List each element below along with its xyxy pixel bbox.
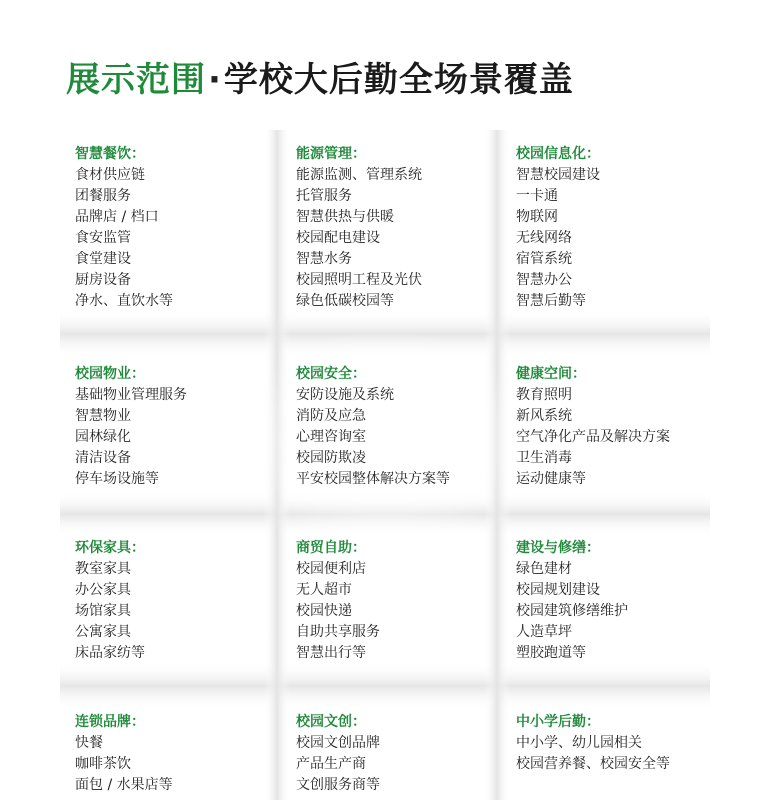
list-item: 校园建筑修缮维护	[516, 603, 628, 619]
section-campus-safety	[296, 363, 496, 490]
title-part-2: 学校大后勤全场景覆盖	[223, 60, 574, 100]
list-item: 办公家具	[75, 582, 131, 598]
title-dot: ·	[208, 60, 222, 100]
list-item: 公寓家具	[75, 624, 131, 640]
list-item: 食材供应链	[75, 167, 145, 183]
section-campus-property	[75, 363, 275, 490]
list-item: 食安监管	[75, 230, 131, 246]
list-item: 塑胶跑道等	[516, 645, 586, 661]
list-item: 文创服务商等	[296, 777, 380, 793]
list-item: 智慧出行等	[296, 645, 366, 661]
section-k12-logistics	[516, 711, 716, 775]
section-campus-it	[516, 143, 716, 312]
title-part-1: 展示范围	[66, 60, 206, 100]
section-heading: 校园文创：	[296, 714, 366, 730]
page-title	[66, 58, 574, 102]
list-item: 校园配电建设	[296, 230, 380, 246]
list-item: 新风系统	[516, 408, 572, 424]
section-heading: 建设与修缮：	[516, 540, 600, 556]
list-item: 清洁设备	[75, 450, 131, 466]
section-heading: 连锁品牌：	[75, 714, 145, 730]
section-heading: 能源管理：	[296, 146, 366, 162]
section-retail-self-service	[296, 537, 496, 664]
list-item: 绿色低碳校园等	[296, 293, 394, 309]
section-campus-cultural-creative	[296, 711, 496, 796]
list-item: 消防及应急	[296, 408, 366, 424]
list-item: 自助共享服务	[296, 624, 380, 640]
list-item: 空气净化产品及解决方案	[516, 429, 670, 445]
section-chain-brands	[75, 711, 275, 796]
list-item: 校园规划建设	[516, 582, 600, 598]
list-item: 校园营养餐、校园安全等	[516, 756, 670, 772]
section-heading: 商贸自助：	[296, 540, 366, 556]
section-smart-dining	[75, 143, 275, 312]
list-item: 绿色建材	[516, 561, 572, 577]
list-item: 物联网	[516, 209, 558, 225]
section-heading: 健康空间：	[516, 366, 586, 382]
section-energy-management	[296, 143, 496, 312]
list-item: 智慧供热与供暖	[296, 209, 394, 225]
list-item: 卫生消毒	[516, 450, 572, 466]
section-eco-furniture	[75, 537, 275, 664]
list-item: 能源监测、管理系统	[296, 167, 422, 183]
list-item: 园林绿化	[75, 429, 131, 445]
list-item: 智慧校园建设	[516, 167, 600, 183]
list-item: 平安校园整体解决方案等	[296, 471, 450, 487]
list-item: 智慧水务	[296, 251, 352, 267]
section-heading: 校园信息化：	[516, 146, 600, 162]
list-item: 团餐服务	[75, 188, 131, 204]
list-item: 场馆家具	[75, 603, 131, 619]
list-item: 快餐	[75, 735, 103, 751]
list-item: 中小学、幼儿园相关	[516, 735, 642, 751]
list-item: 智慧后勤等	[516, 293, 586, 309]
section-heading: 环保家具：	[75, 540, 145, 556]
list-item: 无线网络	[516, 230, 572, 246]
list-item: 教育照明	[516, 387, 572, 403]
list-item: 人造草坪	[516, 624, 572, 640]
list-item: 食堂建设	[75, 251, 131, 267]
section-heading: 中小学后勤：	[516, 714, 600, 730]
list-item: 无人超市	[296, 582, 352, 598]
list-item: 运动健康等	[516, 471, 586, 487]
list-item: 校园防欺凌	[296, 450, 366, 466]
list-item: 面包 / 水果店等	[75, 777, 173, 793]
list-item: 一卡通	[516, 188, 558, 204]
list-item: 校园文创品牌	[296, 735, 380, 751]
list-item: 停车场设施等	[75, 471, 159, 487]
list-item: 产品生产商	[296, 756, 366, 772]
list-item: 教室家具	[75, 561, 131, 577]
list-item: 基础物业管理服务	[75, 387, 187, 403]
list-item: 净水、直饮水等	[75, 293, 173, 309]
section-heading: 智慧餐饮：	[75, 146, 145, 162]
section-heading: 校园物业：	[75, 366, 145, 382]
list-item: 托管服务	[296, 188, 352, 204]
section-heading: 校园安全：	[296, 366, 366, 382]
list-item: 床品家纺等	[75, 645, 145, 661]
section-healthy-space	[516, 363, 716, 490]
list-item: 智慧物业	[75, 408, 131, 424]
list-item: 校园照明工程及光伏	[296, 272, 422, 288]
list-item: 智慧办公	[516, 272, 572, 288]
list-item: 咖啡茶饮	[75, 756, 131, 772]
list-item: 校园便利店	[296, 561, 366, 577]
section-construction-repair	[516, 537, 716, 664]
list-item: 校园快递	[296, 603, 352, 619]
list-item: 安防设施及系统	[296, 387, 394, 403]
list-item: 厨房设备	[75, 272, 131, 288]
list-item: 品牌店 / 档口	[75, 209, 159, 225]
list-item: 宿管系统	[516, 251, 572, 267]
list-item: 心理咨询室	[296, 429, 366, 445]
